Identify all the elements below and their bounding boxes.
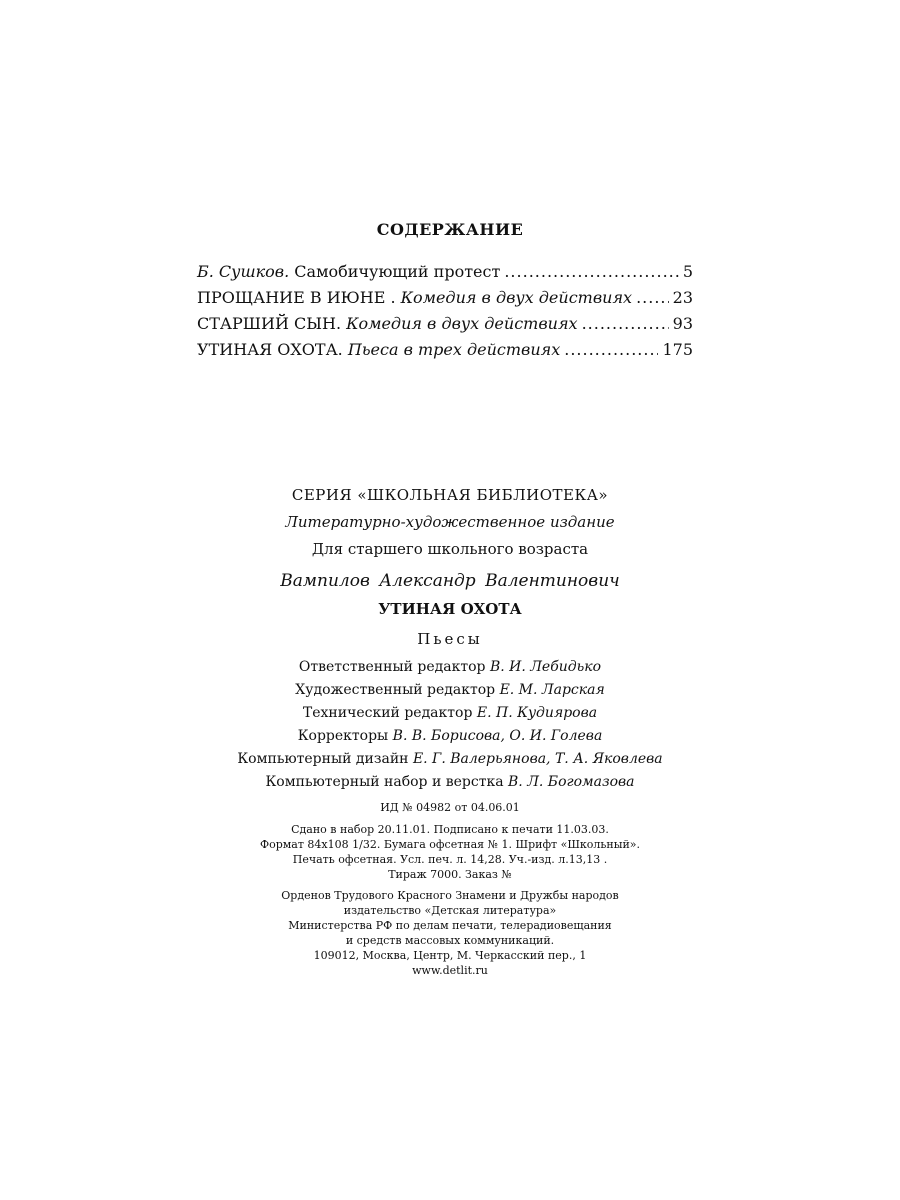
toc-entry-subtitle: Пьеса в трех действиях bbox=[347, 340, 561, 359]
credit-line bbox=[0, 774, 900, 790]
credit-line bbox=[0, 705, 900, 721]
credit-line bbox=[0, 659, 900, 675]
credit-role: Ответственный редактор bbox=[298, 659, 486, 675]
toc-page-number: 23 bbox=[672, 288, 693, 307]
genre-line: Пьесы bbox=[417, 630, 483, 648]
credit-line bbox=[0, 751, 900, 767]
publisher-line: Министерства РФ по делам печати, телерадиовещания bbox=[288, 919, 612, 932]
author-name: Вампилов Александр Валентинович bbox=[280, 571, 620, 591]
toc-page-number: 93 bbox=[672, 314, 693, 333]
publisher-website[interactable]: www.detlit.ru bbox=[412, 964, 488, 977]
toc-entry[interactable] bbox=[197, 262, 693, 286]
audience-line: Для старшего школьного возраста bbox=[311, 540, 589, 558]
print-detail: Печать офсетная. Усл. печ. л. 14,28. Уч.-изд. л.13,13 . bbox=[292, 853, 608, 866]
credit-names: В. И. Лебидько bbox=[489, 659, 602, 675]
credit-names: Е. П. Кудиярова bbox=[476, 705, 598, 721]
credit-line bbox=[0, 728, 900, 744]
toc-page-number: 5 bbox=[682, 262, 693, 281]
toc-leader bbox=[636, 288, 669, 307]
print-detail: Формат 84x108 1/32. Бумага офсетная № 1. Шрифт «Школьный». bbox=[259, 838, 641, 851]
toc-entry-subtitle: Комедия в двух действиях bbox=[346, 314, 578, 333]
toc-leader bbox=[564, 340, 658, 359]
toc-entry[interactable] bbox=[197, 340, 693, 364]
print-detail: Тираж 7000. Заказ № bbox=[388, 868, 512, 881]
toc-entry[interactable] bbox=[197, 288, 693, 312]
publisher-address: 109012, Москва, Центр, М. Черкасский пер., 1 bbox=[313, 949, 587, 962]
credit-role: Художественный редактор bbox=[295, 682, 496, 698]
toc-page-number: 175 bbox=[662, 340, 693, 359]
credit-role: Корректоры bbox=[297, 728, 389, 744]
toc-entry[interactable] bbox=[197, 314, 693, 338]
edition-type: Литературно-художественное издание bbox=[285, 513, 615, 531]
toc-entry-author: Б. Сушков. bbox=[197, 262, 290, 281]
credit-role: Технический редактор bbox=[302, 705, 473, 721]
credit-names: В. В. Борисова, О. И. Голева bbox=[392, 728, 603, 744]
license-line: ИД № 04982 от 04.06.01 bbox=[380, 801, 520, 814]
toc-entry-title: Самобичующий протест bbox=[294, 262, 501, 281]
toc-entry-title: УТИНАЯ ОХОТА. bbox=[197, 340, 343, 359]
credit-names: В. Л. Богомазова bbox=[508, 774, 635, 790]
contents-heading: СОДЕРЖАНИЕ bbox=[376, 220, 524, 239]
toc-entry-title: СТАРШИЙ СЫН. bbox=[197, 314, 342, 333]
series-line: СЕРИЯ «ШКОЛЬНАЯ БИБЛИОТЕКА» bbox=[291, 486, 609, 504]
publisher-line: издательство «Детская литература» bbox=[343, 904, 557, 917]
publisher-line: Орденов Трудового Красного Знамени и Дружбы народов bbox=[281, 889, 619, 902]
toc-leader bbox=[504, 262, 678, 281]
toc-entry-title: ПРОЩАНИЕ В ИЮНЕ . bbox=[197, 288, 396, 307]
toc-leader bbox=[582, 314, 669, 333]
credit-line bbox=[0, 682, 900, 698]
book-title: УТИНАЯ ОХОТА bbox=[378, 600, 522, 618]
credit-names: Е. М. Ларская bbox=[499, 682, 605, 698]
print-detail: Сдано в набор 20.11.01. Подписано к печати 11.03.03. bbox=[291, 823, 609, 836]
publisher-line: и средств массовых коммуникаций. bbox=[345, 934, 555, 947]
credit-names: Е. Г. Валерьянова, Т. А. Яковлева bbox=[412, 751, 663, 767]
credit-role: Компьютерный набор и верстка bbox=[265, 774, 504, 790]
toc-entry-subtitle: Комедия в двух действиях bbox=[400, 288, 633, 307]
credit-role: Компьютерный дизайн bbox=[237, 751, 409, 767]
